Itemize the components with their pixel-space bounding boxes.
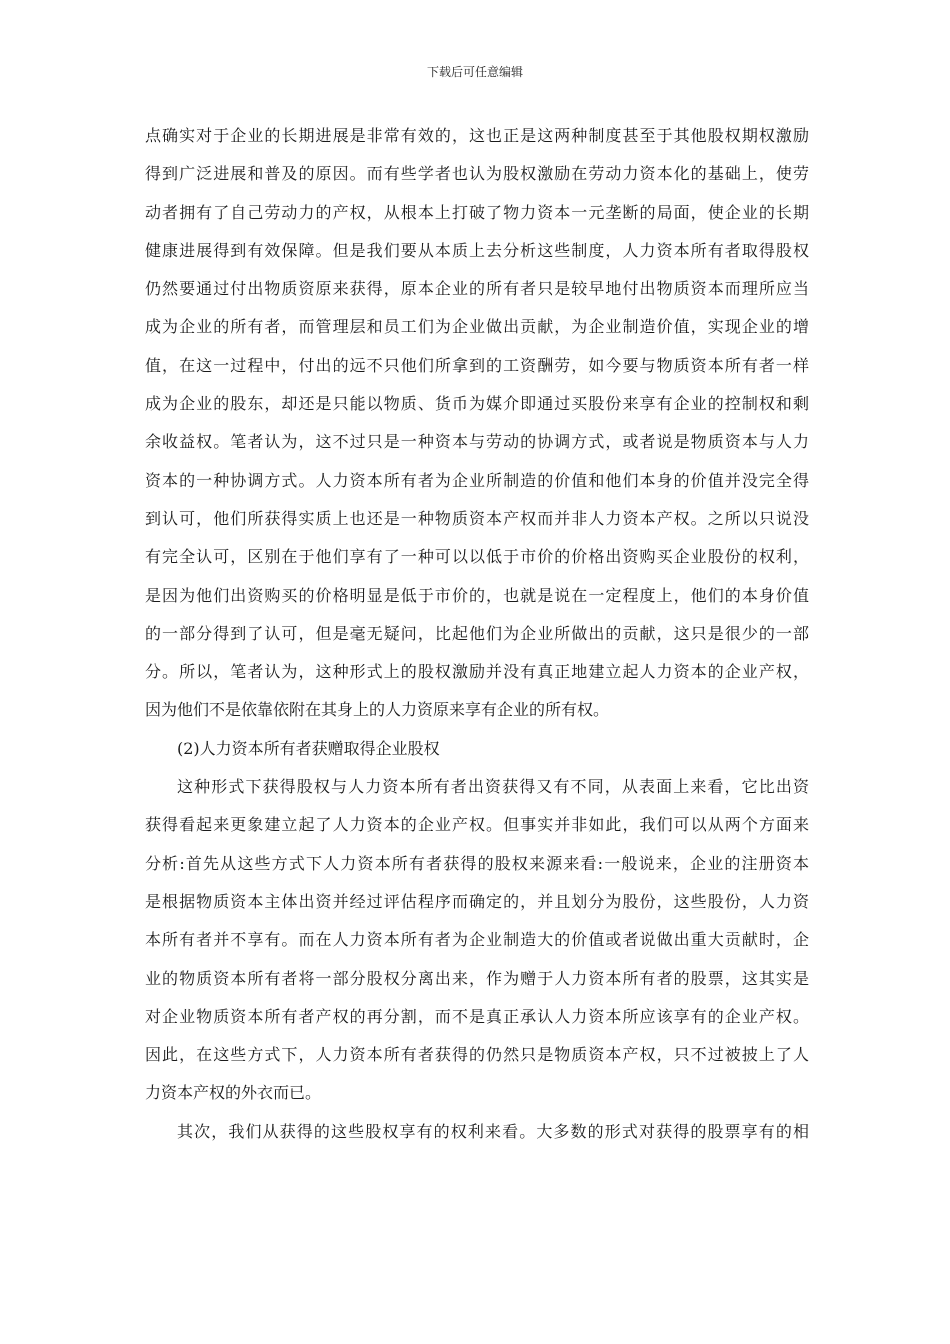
text-line: 的一部分得到了认可，但是毫无疑问，比起他们为企业所做出的贡献，这只是很少的一部: [145, 623, 809, 643]
text-line: 这种形式下获得股权与人力资本所有者出资获得又有不同，从表面上来看，它比出资: [177, 777, 809, 797]
text-line: 值，在这一过程中，付出的远不只他们所拿到的工资酬劳，如今要与物质资本所有者一样: [145, 355, 809, 375]
text-line: 获得看起来更象建立起了人力资本的企业产权。但事实并非如此，我们可以从两个方面来: [145, 815, 809, 835]
text-line: 健康进展得到有效保障。但是我们要从本质上去分析这些制度，人力资本所有者取得股权: [145, 240, 809, 260]
text-line: 业的物质资本所有者将一部分股权分离出来，作为赠于人力资本所有者的股票，这其实是: [145, 968, 809, 988]
text-line: 到认可，他们所获得实质上也还是一种物质资本产权而并非人力资本产权。之所以只说没: [145, 508, 809, 528]
text-line: 本所有者并不享有。而在人力资本所有者为企业制造大的价值或者说做出重大贡献时，企: [145, 930, 809, 950]
text-line: 是因为他们出资购买的价格明显是低于市价的，也就是说在一定程度上，他们的本身价值: [145, 585, 809, 605]
text-line: 分析:首先从这些方式下人力资本所有者获得的股权来源来看:一般说来，企业的注册资本: [145, 853, 809, 873]
text-line: 分。所以，笔者认为，这种形式上的股权激励并没有真正地建立起人力资本的企业产权，: [145, 662, 809, 682]
text-line: 对企业物质资本所有者产权的再分割，而不是真正承认人力资本所应该享有的企业产权。: [145, 1006, 809, 1026]
text-line: 是根据物质资本主体出资并经过评估程序而确定的，并且划分为股份，这些股份，人力资: [145, 891, 809, 911]
section-heading: (2)人力资本所有者获赠取得企业股权: [177, 738, 440, 758]
page-header: 下载后可任意编辑: [426, 65, 523, 79]
text-line: 因为他们不是依靠依附在其身上的人力资原来享有企业的所有权。: [145, 700, 610, 720]
text-line: 得到广泛进展和普及的原因。而有些学者也认为股权激励在劳动力资本化的基础上，使劳: [145, 164, 809, 184]
document-body: [145, 125, 809, 1159]
text-line: 仍然要通过付出物质资原来获得，原本企业的所有者只是较早地付出物质资本而理所应当: [145, 279, 809, 299]
text-line: 成为企业的所有者，而管理层和员工们为企业做出贡献，为企业制造价值，实现企业的增: [145, 317, 809, 337]
text-line: 其次，我们从获得的这些股权享有的权利来看。大多数的形式对获得的股票享有的相: [177, 1121, 809, 1141]
text-line: 因此，在这些方式下，人力资本所有者获得的仍然只是物质资本产权，只不过被披上了人: [145, 1045, 809, 1065]
text-line: 资本的一种协调方式。人力资本所有者为企业所制造的价值和他们本身的价值并没完全得: [145, 470, 809, 490]
text-line: 成为企业的股东，却还是只能以物质、货币为媒介即通过买股份来享有企业的控制权和剩: [145, 394, 809, 414]
text-line: 有完全认可，区别在于他们享有了一种可以以低于市价的价格出资购买企业股份的权利，: [145, 547, 809, 567]
text-line: 点确实对于企业的长期进展是非常有效的，这也正是这两种制度甚至于其他股权期权激励: [145, 126, 809, 145]
text-line: 动者拥有了自己劳动力的产权，从根本上打破了物力资本一元垄断的局面，使企业的长期: [145, 202, 809, 222]
text-line: 余收益权。笔者认为，这不过只是一种资本与劳动的协调方式，或者说是物质资本与人力: [145, 432, 809, 452]
text-line: 力资本产权的外衣而已。: [145, 1083, 322, 1103]
